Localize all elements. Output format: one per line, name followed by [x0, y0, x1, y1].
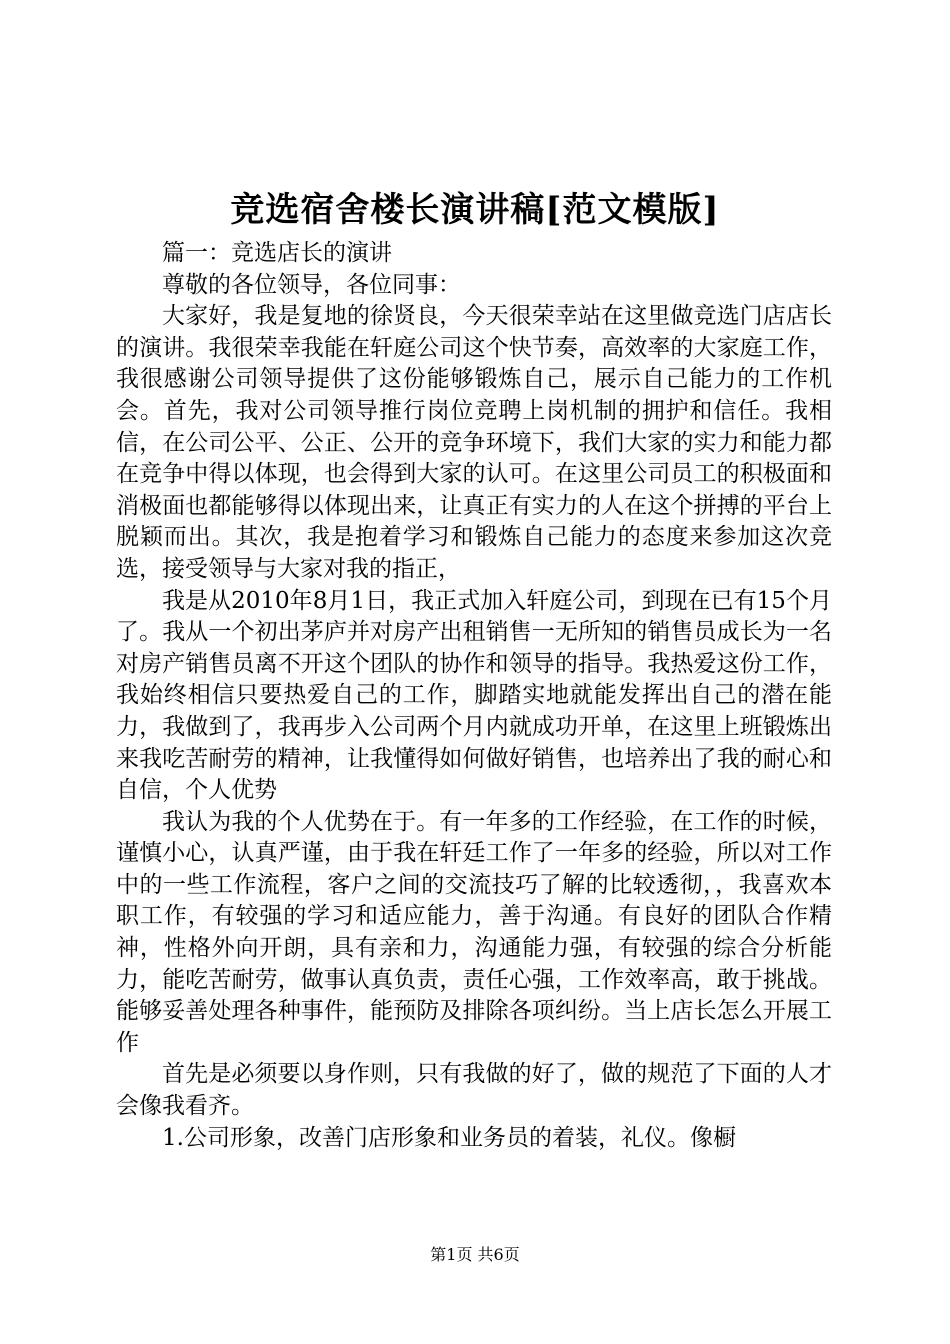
document-title: 竞选宿舍楼长演讲稿[范文模版] [230, 190, 720, 230]
page-number-footer: 第1页 共6页 [430, 1245, 520, 1264]
paragraph-advantages: 我认为我的个人优势在于。有一年多的工作经验，在工作的时候，谨慎小心，认真严谨，由于我在轩廷工作了一年多的经验，所以对工作中的一些工作流程，客户之间的交流技巧了解的比较透彻，，我喜欢本职工作，有较强的学习和适应能力，善于沟通。有良好的团队合作精神，性格外向开朗，具有亲和力，沟通能力强，有较强的综合分析能力，能吃苦耐劳，做事认真负责，责任心强，工作效率高，敢于挑战。能够妥善处理各种事件，能预防及排除各项纠纷。当上店长怎么开展工作 [116, 808, 832, 1056]
paragraph-lead-by-example: 首先是必须要以身作则，只有我做的好了，做的规范了下面的人才会像我看齐。 [116, 1061, 832, 1120]
paragraph-list-item-1: 1.公司形象，改善门店形象和业务员的着装，礼仪。像橱 [162, 1124, 736, 1151]
section-heading: 篇一：竞选店长的演讲 [162, 240, 392, 266]
paragraph-intro: 大家好，我是复地的徐贤良，今天很荣幸站在这里做竞选门店店长的演讲。我很荣幸我能在轩庭公司这个快节奏，高效率的大家庭工作，我很感谢公司领导提供了这份能够锻炼自己，展示自己能力的工作机会。首先，我对公司领导推行岗位竞聘上岗机制的拥护和信任。我相信，在公司公平、公正、公开的竞争环境下，我们大家的实力和能力都在竞争中得以体现，也会得到大家的认可。在这里公司员工的积极面和消极面也都能够得以体现出来，让真正有实力的人在这个拼搏的平台上脱颖而出。其次，我是抱着学习和锻炼自己能力的态度来参加这次竞选，接受领导与大家对我的指正， [116, 303, 832, 582]
paragraph-experience: 我是从2010年8月1日，我正式加入轩庭公司，到现在已有15个月了。我从一个初出茅庐并对房产出租销售一无所知的销售员成长为一名对房产销售员离不开这个团队的协作和领导的指导。我热爱这份工作，我始终相信只要热爱自己的工作，脚踏实地就能发挥出自己的潜在能力，我做到了，我再步入公司两个月内就成功开单，在这里上班锻炼出来我吃苦耐劳的精神，让我懂得如何做好销售，也培养出了我的耐心和自信，个人优势 [116, 587, 832, 804]
salutation: 尊敬的各位领导，各位同事： [162, 271, 461, 298]
document-body [116, 238, 832, 1154]
